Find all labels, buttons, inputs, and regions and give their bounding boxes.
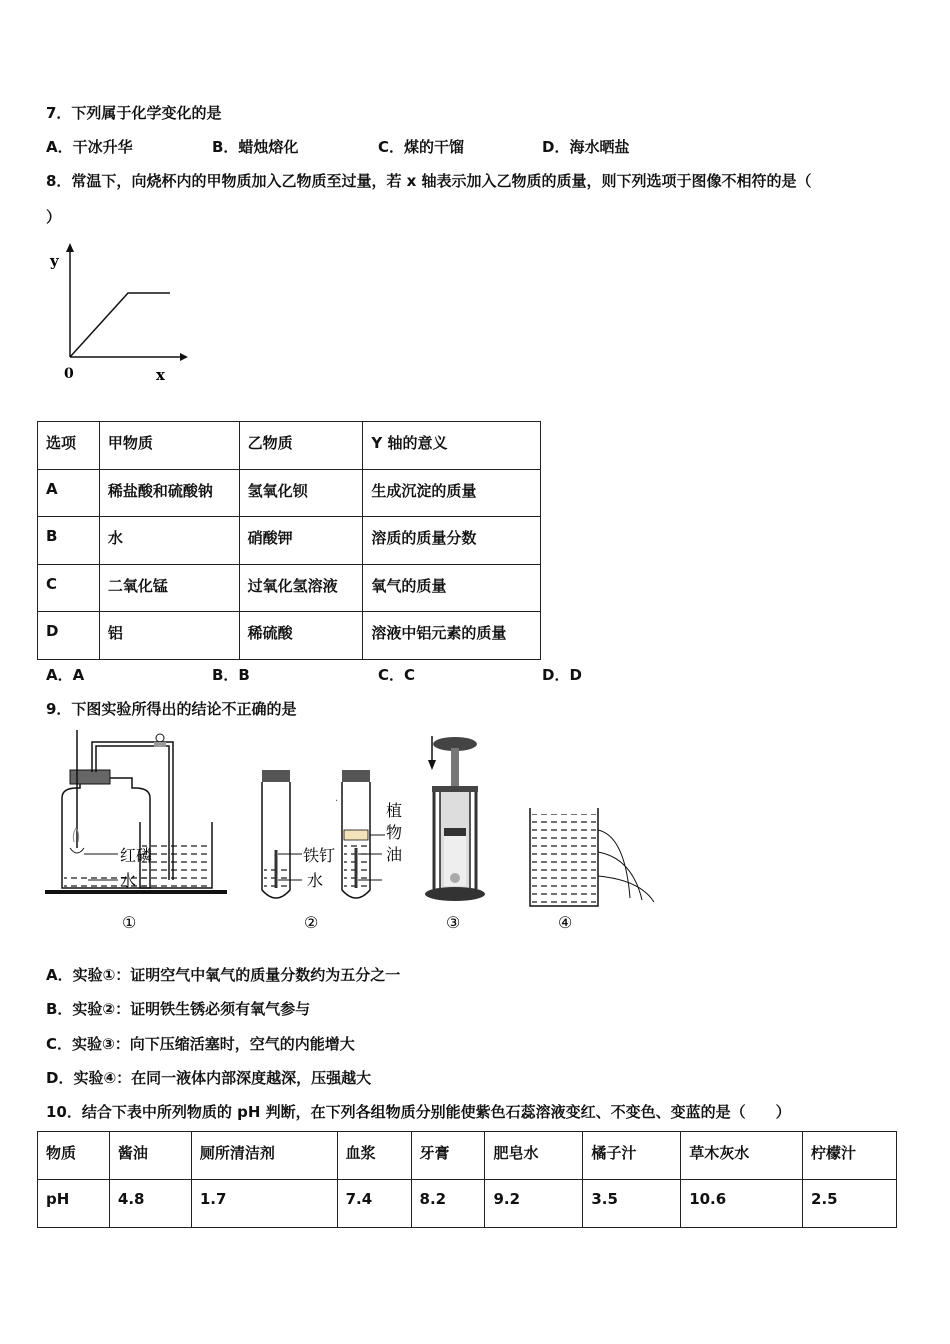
table-cell: 7.4 — [337, 1180, 411, 1228]
q9-figure — [40, 730, 680, 940]
x-arrow-icon — [180, 353, 188, 361]
table-cell: 稀盐酸和硫酸钠 — [99, 470, 239, 517]
table-row — [38, 470, 541, 517]
table-cell: 3.5 — [583, 1180, 681, 1228]
stopper — [70, 770, 110, 784]
experiment-2-apparatus — [262, 770, 402, 898]
q8-option-a[interactable]: A．A — [46, 666, 85, 684]
table-header-row — [38, 422, 541, 470]
stand-base — [425, 887, 485, 901]
water-jet-3 — [598, 876, 654, 902]
q9-stem: 9．下图实验所得出的结论不正确的是 — [46, 700, 297, 718]
table-cell: 1.7 — [191, 1180, 337, 1228]
q9-option-c[interactable]: C．实验③：向下压缩活塞时，空气的内能增大 — [46, 1035, 355, 1053]
q7-stem: 7．下列属于化学变化的是 — [46, 104, 222, 122]
table-cell: 10.6 — [681, 1180, 803, 1228]
flame-icon — [73, 828, 78, 842]
table-cell: 铝 — [99, 612, 239, 660]
oil-layer — [344, 830, 368, 840]
caption-1: ① — [122, 913, 137, 932]
q9-option-b[interactable]: B．实验②：证明铁生锈必须有氧气参与 — [46, 1000, 311, 1018]
graph-line — [70, 293, 170, 357]
x-axis-label: x — [156, 366, 165, 384]
table-cell: 过氧化氢溶液 — [239, 565, 363, 612]
table-cell: 物质 — [38, 1132, 110, 1180]
q7-option-d[interactable]: D．海水晒盐 — [542, 138, 630, 156]
experiment-1-apparatus — [45, 730, 227, 894]
y-axis-label: y — [50, 252, 59, 270]
clamp-icon — [156, 734, 164, 742]
table-cell: 水 — [99, 517, 239, 565]
table-row — [38, 612, 541, 660]
q7-option-a[interactable]: A．干冰升华 — [46, 138, 133, 156]
header-cell: 选项 — [38, 422, 100, 470]
red-phosphorus-label: 红磷 — [120, 846, 153, 865]
oil-label-1: 植 — [386, 801, 403, 820]
q8-option-d[interactable]: D．D — [542, 666, 582, 684]
substance-row — [38, 1132, 897, 1180]
oil-label-2: 物 — [386, 823, 403, 842]
table-cell: 4.8 — [109, 1180, 191, 1228]
q10-table — [37, 1131, 897, 1228]
nail-label: 铁钉 — [303, 846, 336, 865]
header-cell: 甲物质 — [99, 422, 239, 470]
tube-stopper-1 — [262, 770, 290, 782]
experiment-4-apparatus — [530, 808, 654, 906]
water-label-2: 水 — [307, 871, 324, 890]
table-cell: 溶质的质量分数 — [363, 517, 541, 565]
table-row — [38, 517, 541, 565]
q8-stem: 8．常温下，向烧杯内的甲物质加入乙物质至过量，若 x 轴表示加入乙物质的质量，则下列选项于图像不相符的是（ — [46, 172, 812, 190]
tube-stopper-2 — [342, 770, 370, 782]
table-cell: 8.2 — [411, 1180, 485, 1228]
q8-option-b[interactable]: B．B — [212, 666, 250, 684]
table-cell: 氢氧化钡 — [239, 470, 363, 517]
table-cell: 厕所清洁剂 — [191, 1132, 337, 1180]
ph-row — [38, 1180, 897, 1228]
combustion-spoon — [70, 848, 84, 853]
q8-table — [37, 421, 541, 660]
svg-text:·: · — [335, 796, 339, 807]
table-cell: 酱油 — [109, 1132, 191, 1180]
piston — [444, 828, 466, 836]
table-cell: 9.2 — [485, 1180, 583, 1228]
table-cell: 柠檬汁 — [803, 1132, 897, 1180]
table-cell: 溶液中铝元素的质量 — [363, 612, 541, 660]
table-cell: 氧气的质量 — [363, 565, 541, 612]
table-cell: 肥皂水 — [485, 1132, 583, 1180]
table-cell: D — [38, 612, 100, 660]
caption-3: ③ — [446, 913, 461, 932]
header-cell: Y 轴的意义 — [363, 422, 541, 470]
table-cell: B — [38, 517, 100, 565]
table-cell: 牙膏 — [411, 1132, 485, 1180]
q9-option-a[interactable]: A．实验①：证明空气中氧气的质量分数约为五分之一 — [46, 966, 401, 984]
liquid — [532, 814, 596, 904]
q8-option-c[interactable]: C．C — [378, 666, 416, 684]
cotton-icon — [450, 873, 460, 883]
q10-stem: 10．结合下表中所列物质的 pH 判断，在下列各组物质分别能使紫色石蕊溶液变红、不变色、变蓝的是（ ） — [46, 1103, 791, 1121]
water-in-beaker — [142, 845, 210, 887]
origin-label: 0 — [64, 366, 74, 382]
table-cell: 二氧化锰 — [99, 565, 239, 612]
q8-stem-cont: ） — [46, 208, 62, 226]
caption-4: ④ — [558, 913, 573, 932]
water-jet-2 — [598, 852, 642, 900]
table-cell: A — [38, 470, 100, 517]
oil-label-3: 油 — [386, 845, 403, 864]
y-arrow-icon — [66, 243, 74, 252]
q7-option-b[interactable]: B．蜡烛熔化 — [212, 138, 299, 156]
table-cell: pH — [38, 1180, 110, 1228]
table-cell: C — [38, 565, 100, 612]
jar — [62, 778, 153, 888]
experiment-3-apparatus — [425, 736, 485, 901]
q7-option-c[interactable]: C．煤的干馏 — [378, 138, 465, 156]
table-cell: 草木灰水 — [681, 1132, 803, 1180]
caption-2: ② — [304, 913, 319, 932]
table-cell: 稀硫酸 — [239, 612, 363, 660]
table-cell: 硝酸钾 — [239, 517, 363, 565]
table-cell: 2.5 — [803, 1180, 897, 1228]
water-jet-1 — [598, 830, 630, 898]
base-board — [45, 890, 227, 894]
table-row — [38, 565, 541, 612]
q8-graph — [40, 240, 200, 390]
q9-option-d[interactable]: D．实验④：在同一液体内部深度越深，压强越大 — [46, 1069, 372, 1087]
table-cell: 血浆 — [337, 1132, 411, 1180]
table-cell: 橘子汁 — [583, 1132, 681, 1180]
table-cell: 生成沉淀的质量 — [363, 470, 541, 517]
header-cell: 乙物质 — [239, 422, 363, 470]
water-label-1: 水 — [120, 871, 137, 890]
